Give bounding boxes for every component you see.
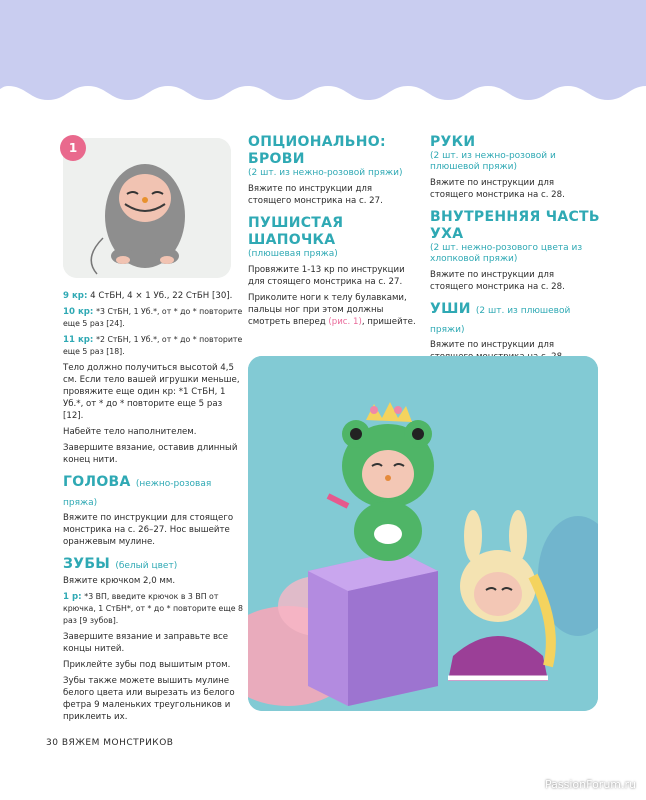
- brows-heading: ОПЦИОНАЛЬНО: БРОВИ: [248, 134, 386, 167]
- brows-section: [248, 134, 418, 207]
- head-section: [63, 474, 243, 548]
- arms-sub: (2 шт. из нежно-розовой и плюшевой пряжи): [430, 151, 556, 172]
- ears-heading: УШИ (2 шт. из плюшевой пряжи): [430, 301, 571, 335]
- hat-sub: (плюшевая пряжа): [248, 249, 338, 259]
- inner-ear-heading: ВНУТРЕННЯЯ ЧАСТЬ УХА: [430, 209, 600, 242]
- ears-text: Вяжите по инструкции для: [430, 340, 555, 350]
- ears-section: [430, 301, 600, 363]
- monster-photo-illustration: [63, 138, 231, 278]
- hat-section: [248, 215, 418, 328]
- brows-sub: (2 шт. из нежно-розовой пряжи): [248, 168, 403, 178]
- teeth-row-1: 1 р: *3 ВП, введите крючок в 3 ВП от крючка, 1 СтБН*, от * до * повторите еще 8 раз [9 зубов].: [63, 592, 243, 625]
- row-11: 11 кр: *2 СтБН, 1 Уб.*, от * до * повторите еще 5 раз [18].: [63, 335, 243, 356]
- head-text: Вяжите по инструкции для стоящего монстрика на с. 26–27. Нос вышейте оранжевым мулине.: [63, 513, 234, 547]
- right-column: [430, 134, 600, 371]
- teeth-section: [63, 556, 243, 723]
- body-text-3: Завершите вязание, оставив длинный конец нити.: [63, 443, 238, 465]
- teeth-text-1: Вяжите крючком 2,0 мм.: [63, 576, 176, 586]
- hat-text-1: Провяжите 1-13 кр по инструкции для стоящего монстрика на с. 27.: [248, 265, 405, 287]
- teeth-text-2: Завершите вязание и заправьте все концы нитей.: [63, 632, 229, 654]
- body-text-2: Набейте тело наполнителем.: [63, 427, 197, 437]
- hat-text-2: Приколите ноги к телу булавками, пальцы ног при этом должны смотреть вперед (рис. 1), пришейте.: [248, 293, 416, 327]
- row-10: 10 кр: *3 СтБН, 1 Уб.*, от * до * повторите еще 5 раз [24].: [63, 307, 243, 328]
- page-footer: 30 ВЯЖЕМ МОНСТРИКОВ: [46, 738, 174, 748]
- watermark: PassionForum.ru: [545, 778, 636, 791]
- figure-reference: (рис. 1): [328, 317, 362, 327]
- photo-step-1: [63, 138, 231, 278]
- brows-text: Вяжите по инструкции для стоящего монстрика на с. 27.: [248, 184, 383, 206]
- arms-heading: РУКИ: [430, 134, 476, 150]
- inner-ear-text: Вяжите по инструкции для стоящего монстрика на с. 28.: [430, 270, 565, 292]
- rows-block: [63, 290, 243, 466]
- teeth-text-4: Зубы также можете вышить мулине белого цвета или вырезать из белого фетра 9 маленьких треугольников и приклеить их.: [63, 676, 235, 722]
- left-column: [63, 290, 243, 731]
- row-9: 9 кр: 4 СтБН, 4 × 1 Уб., 22 СтБН [30].: [63, 291, 233, 301]
- body-text-1: Тело должно получиться высотой 4,5 см. Если тело вашей игрушки меньше, провяжите еще один кр: *1 СтБН, 1 Уб.*, от * до * повторите еще 5 раз [12].: [63, 363, 240, 421]
- teeth-heading: ЗУБЫ (белый цвет): [63, 556, 178, 572]
- step-badge: 1: [60, 135, 86, 161]
- inner-ear-section: [430, 209, 600, 293]
- head-heading: ГОЛОВА (нежно-розовая пряжа): [63, 474, 212, 508]
- photo-monsters: [248, 356, 598, 711]
- middle-column: [248, 134, 418, 336]
- arms-section: [430, 134, 600, 201]
- teeth-text-3: Приклейте зубы под вышитым ртом.: [63, 660, 231, 670]
- hat-heading: ПУШИСТАЯ ШАПОЧКА: [248, 215, 344, 248]
- arms-text: Вяжите по инструкции для стоящего монстрика на с. 28.: [430, 178, 565, 200]
- inner-ear-sub: (2 шт. нежно-розового цвета из хлопковой пряжи): [430, 243, 583, 264]
- top-wave-decoration: [0, 0, 646, 105]
- monsters-photo-illustration: [248, 356, 598, 711]
